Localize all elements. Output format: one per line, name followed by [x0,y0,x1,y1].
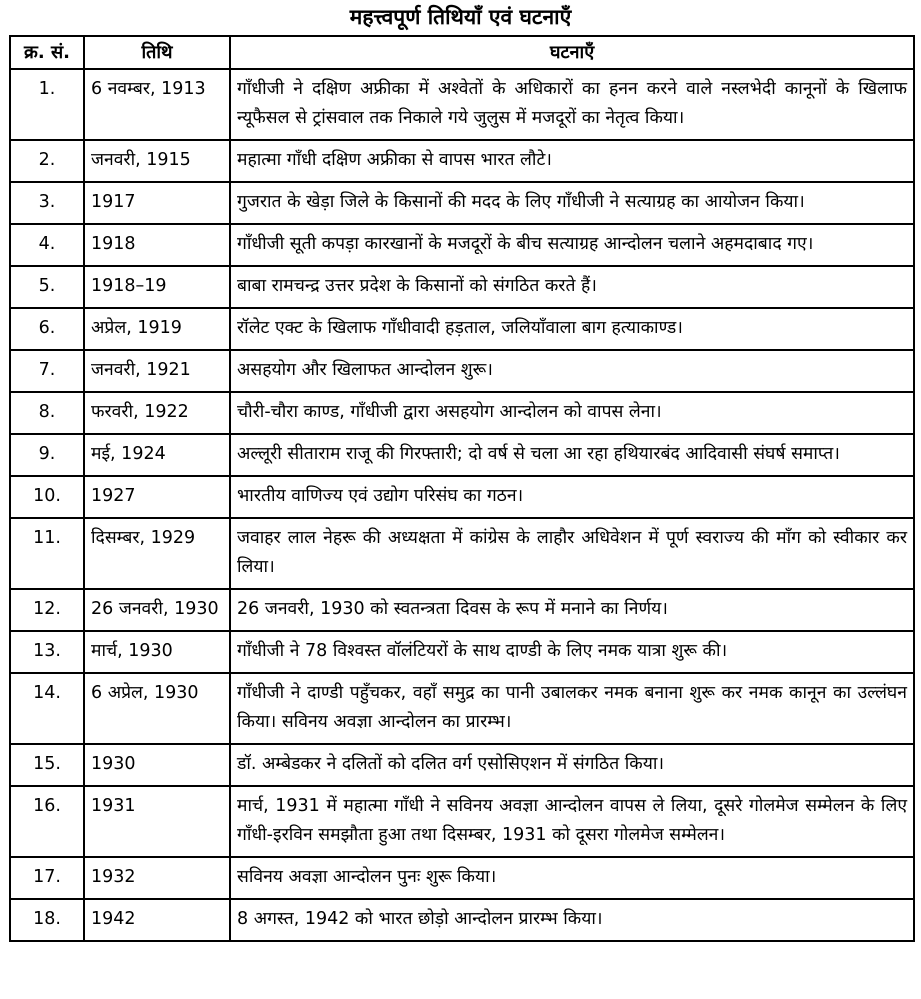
table-row [10,69,914,140]
table-row [10,899,914,941]
date-cell: जनवरी, 1921 [84,350,230,392]
page-title: महत्त्वपूर्ण तिथियाँ एवं घटनाएँ [349,5,572,29]
date-cell: 1931 [84,786,230,857]
event-cell: सविनय अवज्ञा आन्दोलन पुनः शुरू किया। [230,857,914,899]
serial-cell: 2. [10,140,84,182]
date-cell: 26 जनवरी, 1930 [84,589,230,631]
date-cell: 1918–19 [84,266,230,308]
date-cell: दिसम्बर, 1929 [84,518,230,589]
date-cell: 1932 [84,857,230,899]
event-cell: गाँधीजी सूती कपड़ा कारखानों के मजदूरों के बीच सत्याग्रह आन्दोलन चलाने अहमदाबाद गए। [230,224,914,266]
table-row [10,673,914,744]
table-row [10,392,914,434]
serial-cell: 6. [10,308,84,350]
event-cell: बाबा रामचन्द्र उत्तर प्रदेश के किसानों को संगठित करते हैं। [230,266,914,308]
event-cell: जवाहर लाल नेहरू की अध्यक्षता में कांग्रेस के लाहौर अधिवेशन में पूर्ण स्वराज्य की माँग को स्वीकार कर लिया। [230,518,914,589]
event-cell: भारतीय वाणिज्य एवं उद्योग परिसंघ का गठन। [230,476,914,518]
date-cell: 1918 [84,224,230,266]
table-header-row [10,36,914,69]
event-cell: रॉलेट एक्ट के खिलाफ गाँधीवादी हड़ताल, जलियाँवाला बाग हत्याकाण्ड। [230,308,914,350]
serial-cell: 3. [10,182,84,224]
events-table [9,35,915,942]
date-cell: अप्रेल, 1919 [84,308,230,350]
date-cell: 1927 [84,476,230,518]
table-row [10,224,914,266]
table-row [10,857,914,899]
table-row [10,140,914,182]
event-cell: मार्च, 1931 में महात्मा गाँधी ने सविनय अवज्ञा आन्दोलन वापस ले लिया, दूसरे गोलमेज सम्मेलन के लिए गाँधी-इरविन समझौता हुआ तथा दिसम्बर, 1931 को दूसरा गोलमेज सम्मेलन। [230,786,914,857]
event-cell: असहयोग और खिलाफत आन्दोलन शुरू। [230,350,914,392]
serial-cell: 14. [10,673,84,744]
serial-cell: 11. [10,518,84,589]
event-cell: डॉ. अम्बेडकर ने दलितों को दलित वर्ग एसोसिएशन में संगठित किया। [230,744,914,786]
table-row [10,308,914,350]
event-cell: चौरी-चौरा काण्ड, गाँधीजी द्वारा असहयोग आन्दोलन को वापस लेना। [230,392,914,434]
table-row [10,350,914,392]
event-cell: 26 जनवरी, 1930 को स्वतन्त्रता दिवस के रूप में मनाने का निर्णय। [230,589,914,631]
date-cell: 6 नवम्बर, 1913 [84,69,230,140]
serial-cell: 1. [10,69,84,140]
serial-cell: 9. [10,434,84,476]
serial-cell: 10. [10,476,84,518]
event-cell: गाँधीजी ने दाण्डी पहुँचकर, वहाँ समुद्र का पानी उबालकर नमक बनाना शुरू कर नमक कानून का उल्लंघन किया। सविनय अवज्ञा आन्दोलन का प्रारम्भ। [230,673,914,744]
serial-cell: 18. [10,899,84,941]
table-body [10,69,914,941]
table-row [10,476,914,518]
date-cell: 1930 [84,744,230,786]
event-cell: गाँधीजी ने 78 विश्वस्त वॉलंटियरों के साथ दाण्डी के लिए नमक यात्रा शुरू की। [230,631,914,673]
serial-cell: 16. [10,786,84,857]
table-row [10,744,914,786]
table-row [10,182,914,224]
date-cell: मई, 1924 [84,434,230,476]
event-cell: गुजरात के खेड़ा जिले के किसानों की मदद के लिए गाँधीजी ने सत्याग्रह का आयोजन किया। [230,182,914,224]
serial-cell: 17. [10,857,84,899]
serial-cell: 15. [10,744,84,786]
date-cell: 1917 [84,182,230,224]
date-cell: मार्च, 1930 [84,631,230,673]
table-row [10,518,914,589]
date-cell: जनवरी, 1915 [84,140,230,182]
date-cell: फरवरी, 1922 [84,392,230,434]
serial-cell: 7. [10,350,84,392]
table-row [10,589,914,631]
serial-cell: 12. [10,589,84,631]
header-serial: क्र. सं. [10,36,84,69]
table-row [10,786,914,857]
event-cell: अल्लूरी सीताराम राजू की गिरफ्तारी; दो वर्ष से चला आ रहा हथियारबंद आदिवासी संघर्ष समाप्त। [230,434,914,476]
event-cell: गाँधीजी ने दक्षिण अफ्रीका में अश्वेतों के अधिकारों का हनन करने वाले नस्लभेदी कानूनों के खिलाफ न्यूफैसल से ट्रांसवाल तक निकाले गये जुलुस में मजदूरों का नेतृत्व किया। [230,69,914,140]
serial-cell: 5. [10,266,84,308]
serial-cell: 13. [10,631,84,673]
event-cell: 8 अगस्त, 1942 को भारत छोड़ो आन्दोलन प्रारम्भ किया। [230,899,914,941]
table-row [10,631,914,673]
serial-cell: 8. [10,392,84,434]
table-row [10,266,914,308]
date-cell: 1942 [84,899,230,941]
event-cell: महात्मा गाँधी दक्षिण अफ्रीका से वापस भारत लौटे। [230,140,914,182]
header-events: घटनाएँ [230,36,914,69]
serial-cell: 4. [10,224,84,266]
header-date: तिथि [84,36,230,69]
date-cell: 6 अप्रेल, 1930 [84,673,230,744]
table-row [10,434,914,476]
